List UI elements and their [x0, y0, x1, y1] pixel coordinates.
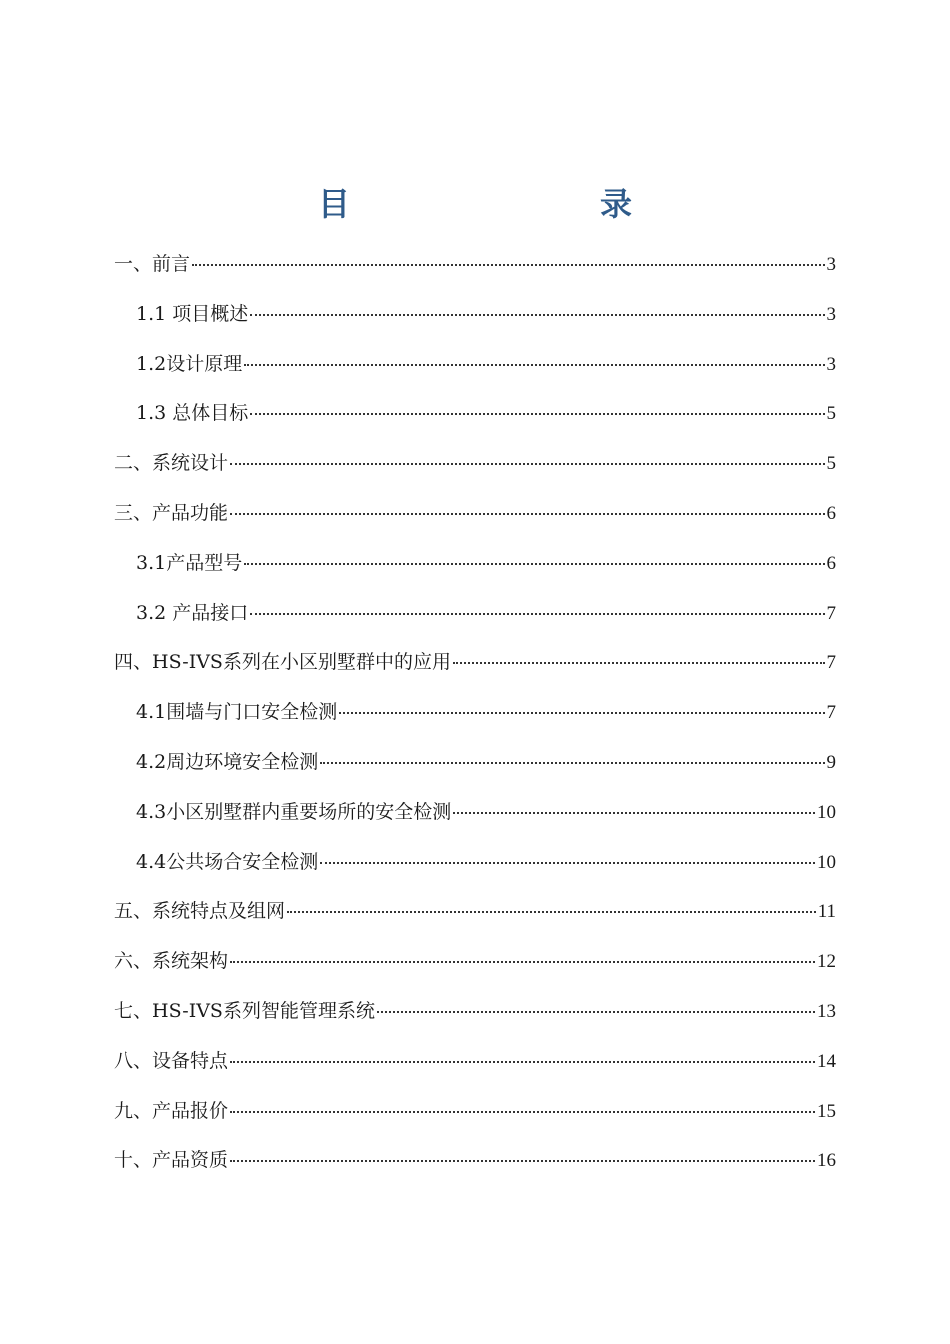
toc-entry[interactable]: [114, 937, 836, 987]
toc-entry-label: 1.3 总体目标: [136, 402, 249, 425]
toc-entry-page: 14: [817, 1050, 836, 1072]
toc-entry[interactable]: [114, 489, 836, 539]
dot-leader: [230, 961, 815, 963]
toc-entry[interactable]: [114, 240, 836, 290]
toc-entry-page: 7: [826, 652, 836, 674]
toc-entry-label: 十、产品资质: [114, 1149, 229, 1172]
dot-leader: [453, 812, 815, 814]
dot-leader: [230, 1160, 815, 1162]
table-of-contents: [114, 240, 836, 1186]
dot-leader: [192, 264, 824, 266]
toc-entry-label: 五、系统特点及组网: [114, 900, 286, 923]
toc-entry-label: 四、HS-IVS系列在小区别墅群中的应用: [114, 651, 451, 674]
toc-entry-page: 6: [826, 502, 836, 524]
toc-entry[interactable]: [114, 1136, 836, 1186]
toc-entry-page: 3: [826, 353, 836, 375]
dot-leader: [244, 563, 824, 565]
toc-entry-label: 3.1产品型号: [136, 551, 243, 574]
toc-entry-page: 16: [817, 1150, 836, 1172]
toc-entry-label: 三、产品功能: [114, 501, 229, 524]
toc-entry[interactable]: [114, 290, 836, 340]
dot-leader: [250, 613, 824, 615]
toc-entry[interactable]: [114, 887, 836, 937]
toc-entry-label: 1.1 项目概述: [136, 302, 249, 325]
dot-leader: [377, 1011, 815, 1013]
dot-leader: [250, 413, 824, 415]
toc-entry-label: 4.1围墙与门口安全检测: [136, 701, 338, 724]
toc-entry-page: 3: [826, 303, 836, 325]
toc-entry[interactable]: [114, 688, 836, 738]
toc-entry-page: 10: [817, 801, 836, 823]
toc-title: 目 录: [317, 185, 694, 224]
dot-leader: [244, 364, 824, 366]
toc-entry-label: 4.4公共场合安全检测: [136, 850, 319, 873]
dot-leader: [339, 712, 824, 714]
dot-leader: [230, 513, 824, 515]
toc-entry-page: 5: [826, 453, 836, 475]
dot-leader: [287, 911, 816, 913]
toc-entry-page: 5: [826, 403, 836, 425]
toc-entry-page: 13: [817, 1000, 836, 1022]
toc-entry[interactable]: [114, 539, 836, 589]
toc-entry-page: 7: [826, 702, 836, 724]
toc-entry[interactable]: [114, 987, 836, 1037]
toc-entry[interactable]: [114, 738, 836, 788]
toc-entry-page: 12: [817, 951, 836, 973]
toc-entry[interactable]: [114, 638, 836, 688]
toc-entry-label: 4.2周边环境安全检测: [136, 750, 319, 773]
toc-entry-label: 八、设备特点: [114, 1049, 229, 1072]
toc-entry-label: 九、产品报价: [114, 1099, 229, 1122]
toc-entry-label: 六、系统架构: [114, 950, 229, 973]
dot-leader: [250, 314, 824, 316]
toc-entry-page: 3: [826, 254, 836, 275]
toc-entry[interactable]: [114, 788, 836, 838]
toc-entry-label: 1.2设计原理: [136, 352, 243, 375]
toc-entry[interactable]: [114, 340, 836, 390]
toc-entry[interactable]: [114, 838, 836, 888]
toc-entry-page: 6: [826, 552, 836, 574]
toc-entry-label: 七、HS-IVS系列智能管理系统: [114, 999, 375, 1022]
toc-entry-page: 11: [817, 901, 836, 923]
toc-entry-page: 15: [817, 1100, 836, 1122]
toc-entry[interactable]: [114, 439, 836, 489]
dot-leader: [320, 862, 815, 864]
toc-entry[interactable]: [114, 1037, 836, 1087]
toc-entry-page: 9: [826, 751, 836, 773]
dot-leader: [453, 662, 825, 664]
toc-entry-label: 3.2 产品接口: [136, 601, 249, 624]
toc-entry-page: 7: [826, 602, 836, 624]
dot-leader: [230, 1061, 815, 1063]
toc-entry[interactable]: [114, 589, 836, 639]
toc-entry-label: 一、前言: [114, 253, 191, 275]
toc-entry[interactable]: [114, 389, 836, 439]
toc-entry[interactable]: [114, 1087, 836, 1137]
toc-entry-label: 4.3小区别墅群内重要场所的安全检测: [136, 800, 452, 823]
toc-entry-page: 10: [817, 851, 836, 873]
toc-entry-label: 二、系统设计: [114, 452, 229, 475]
dot-leader: [320, 762, 824, 764]
dot-leader: [230, 463, 824, 465]
dot-leader: [230, 1111, 815, 1113]
